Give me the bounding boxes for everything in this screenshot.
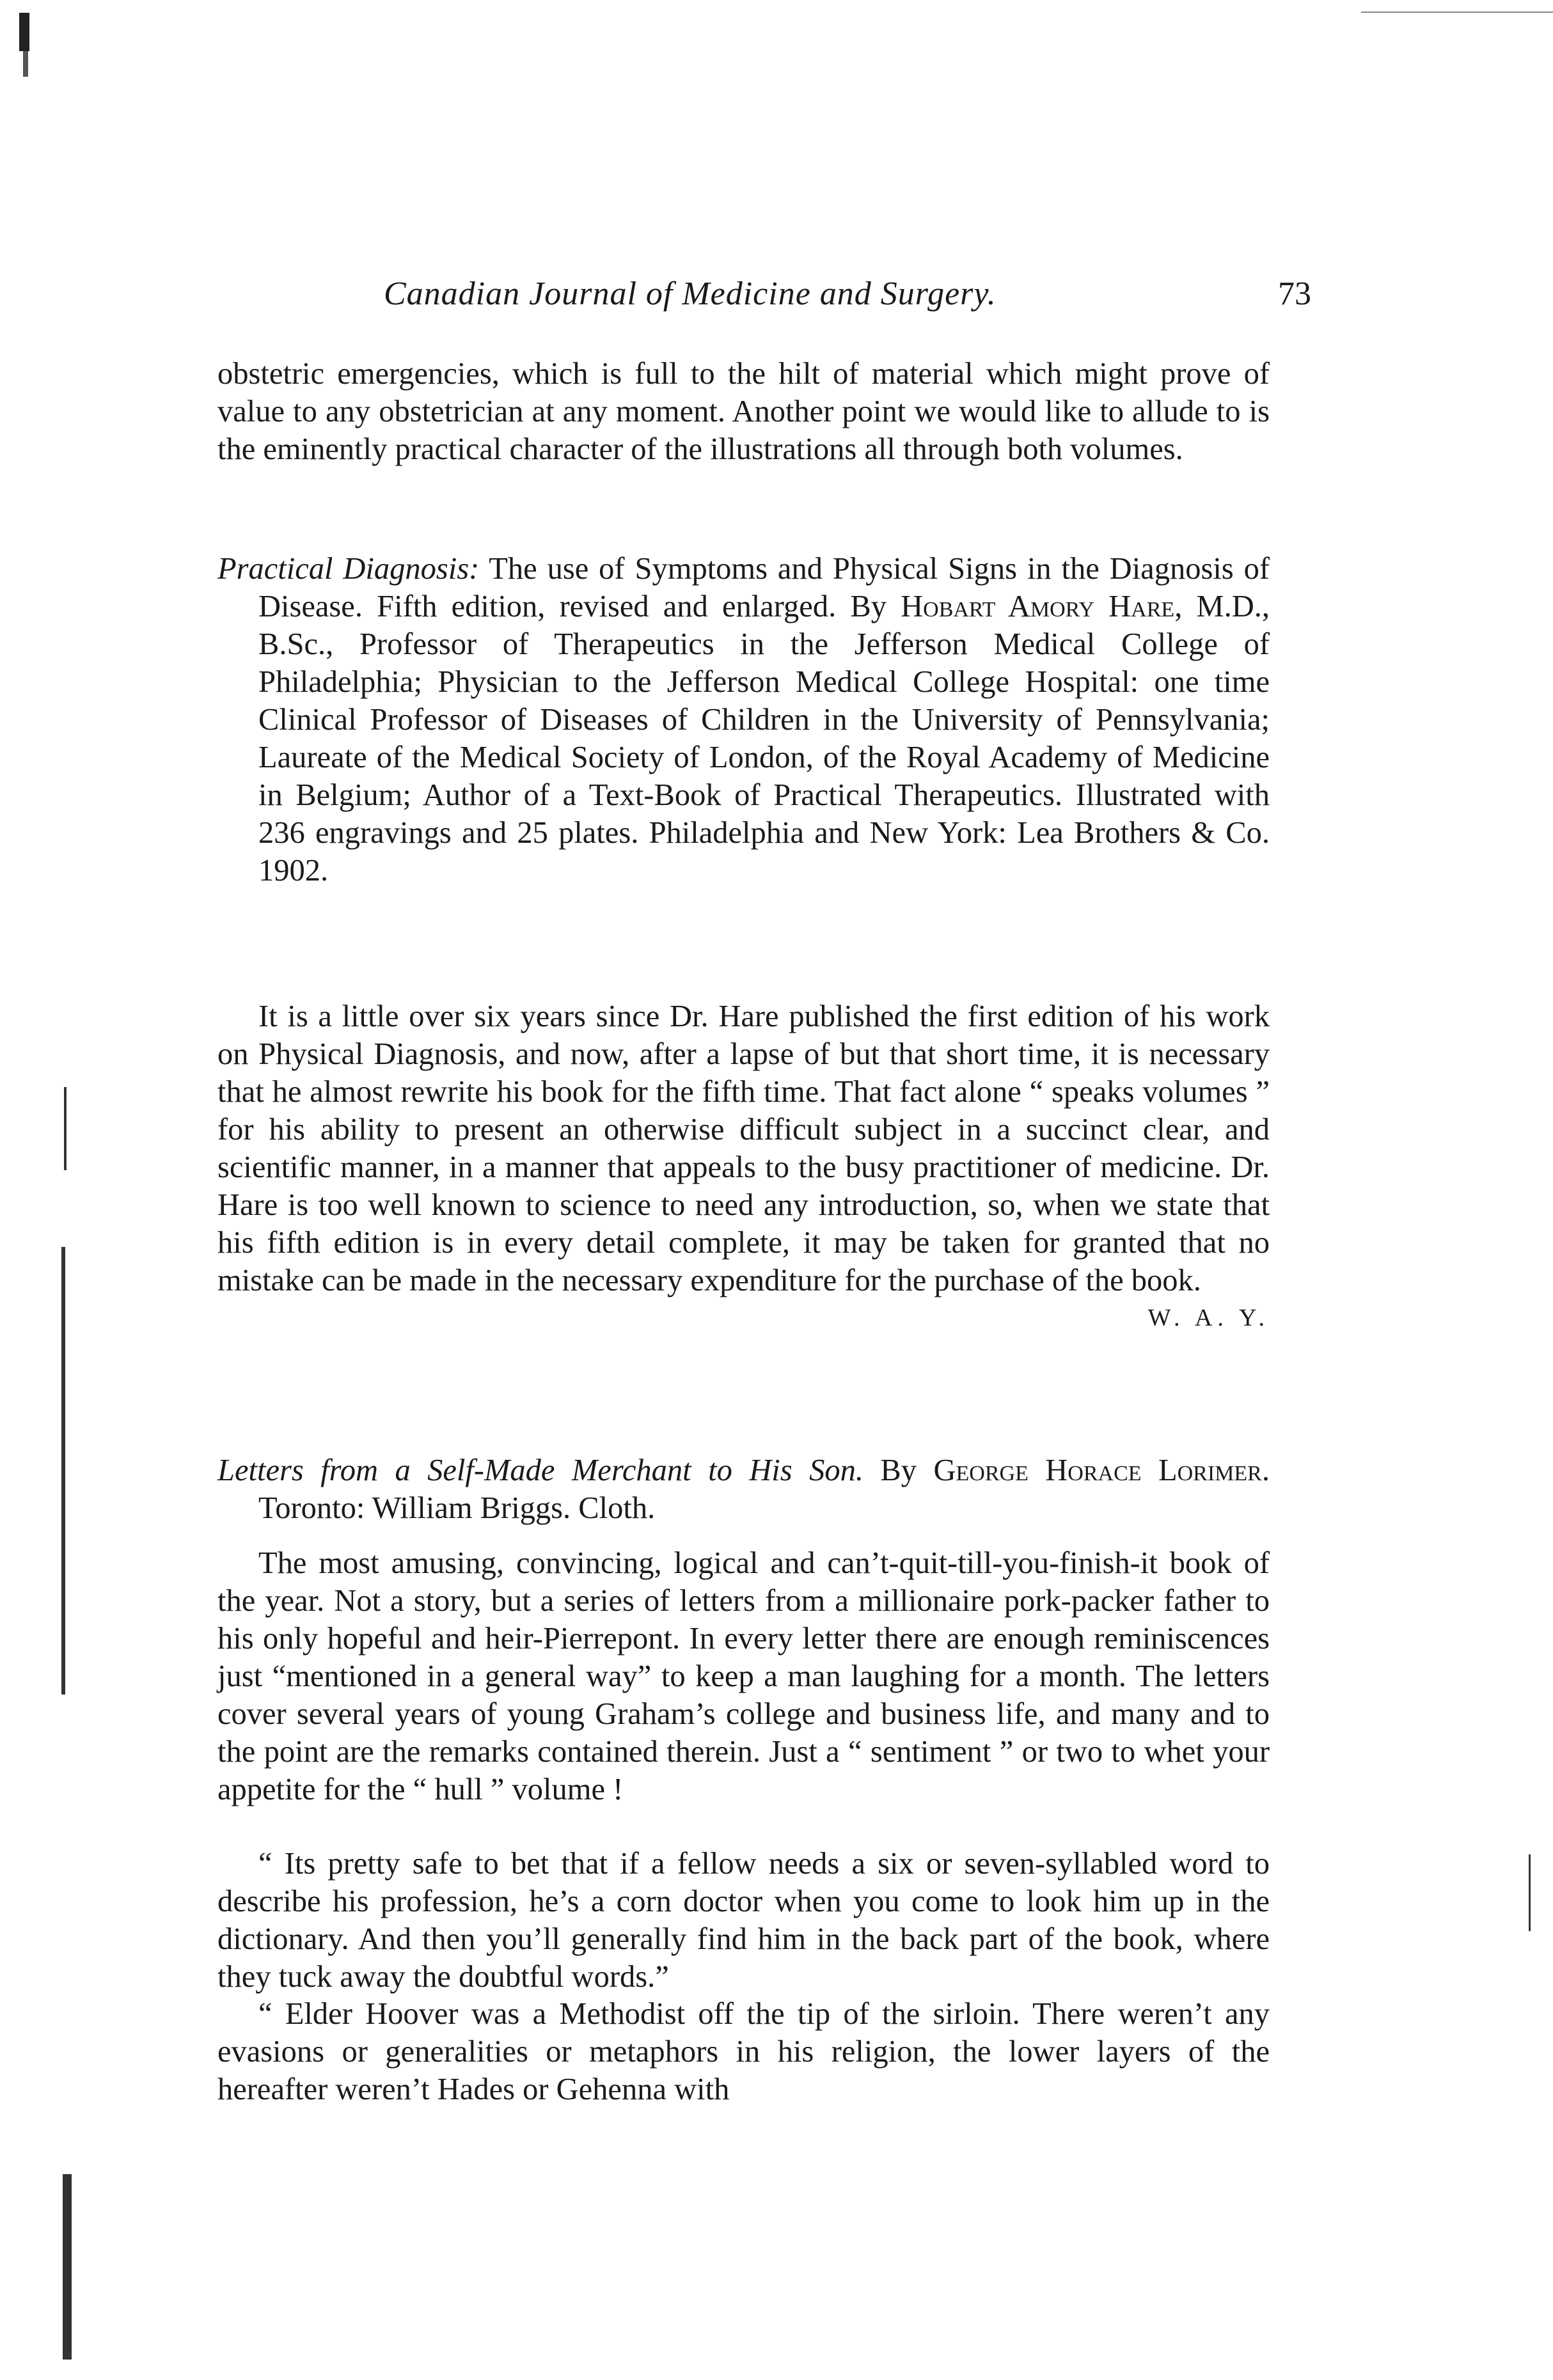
citation-text — [217, 1452, 1270, 1527]
scan-mark — [19, 13, 29, 51]
citation-text — [217, 550, 1270, 889]
author-name: Hobart Amory Hare — [901, 590, 1175, 623]
quotation-text: “ Elder Hoover was a Methodist off the tip of the sirloin. There weren’t any evasions or generalities or metaphors in his religion, the lower layers of the hereafter weren’t Hades or Gehenna with — [217, 1997, 1270, 2106]
quotation — [217, 1995, 1270, 2108]
citation-body: , M.D., B.Sc., Professor of Therapeutics in the Jefferson Medical College of Philadelphia; Physician to the Jefferson Medical College Hospital: one time Clinical Professor of Diseases of Children in the University of Pennsylvania; Laureate of the Medical Society of London, of the Royal Academy of Medicine in Belgium; Author of a Text-Book of Practical Therapeutics. Illustrated with 236 engravings and 25 plates. Philadelphia and New York: Lea Brothers & Co. 1902. — [258, 590, 1270, 888]
margin-speck — [1529, 1854, 1531, 1931]
margin-speck — [64, 1087, 67, 1170]
quotation-text: “ Its pretty safe to bet that if a fellow needs a six or seven-syllabled word to describe his profession, he’s a corn doctor when you come to look him up in the dictionary. And then you’ll generally find him in the back part of the book, where they tuck away the doubtful words.” — [217, 1847, 1270, 1994]
review-citation — [217, 550, 1270, 889]
paragraph-text: The most amusing, convincing, logical and can’t-quit-till-you-finish-it book of the year. Not a story, but a series of letters from a millionaire pork-packer father to his only hopeful and heir-Pierrepont. In every letter there are enough reminiscences just “mentioned in a general way” to keep a man laughing for a month. The letters cover several years of young Graham’s college and business life, and many and to the point are the remarks contained therein. Just a “ sentiment ” or two to whet your appetite for the “ hull ” volume ! — [217, 1546, 1270, 1806]
reviewer-initials: W. A. Y. — [1147, 1304, 1270, 1331]
margin-speck — [63, 2174, 72, 2360]
paragraph-text — [217, 998, 1270, 1331]
citation-body: By — [863, 1453, 934, 1487]
quotation — [217, 1845, 1270, 1996]
running-title: Canadian Journal of Medicine and Surgery. — [384, 276, 997, 312]
review-body — [217, 1544, 1270, 1808]
paragraph — [217, 355, 1270, 468]
citation-body: The use of Symptoms and Physical Signs in the Diagnosis of Disease. Fifth edition, revised and enlarged. By — [258, 552, 1270, 623]
book-title: Letters from a Self-Made Merchant to His Son. — [217, 1453, 863, 1487]
book-title: Practical Diagnosis: — [217, 552, 480, 586]
review-text: It is a little over six years since Dr. Hare published the first edition of his work on Physical Diagnosis, and now, after a lapse of but that short time, it is necessary that he almost rewrite his book for the fifth time. That fact alone “ speaks volumes ” for his ability to present an otherwise difficult subject in a succinct clear, and scientific manner, in a manner that appeals to the busy practitioner of medicine. Dr. Hare is too well known to science to need any introduction, so, when we state that his fifth edition is in every detail complete, it may be taken for granted that no mistake can be made in the necessary expenditure for the purchase of the book. — [217, 999, 1270, 1297]
page-number: 73 — [1278, 276, 1311, 312]
paragraph-text: obstetric emergencies, which is full to the hilt of material which might prove of value to any obstetrician at any moment. Another point we would like to allude to is the eminently practical character of the illustrations all through both volumes. — [217, 357, 1270, 466]
scan-rule — [1361, 12, 1553, 13]
page-header — [384, 275, 1311, 326]
review-body — [217, 998, 1270, 1337]
review-citation — [217, 1452, 1270, 1527]
margin-speck — [61, 1247, 65, 1695]
author-name: George Horace Lorimer — [933, 1453, 1262, 1487]
scan-mark — [23, 51, 28, 77]
citation-body: . Toronto: William Briggs. Cloth. — [258, 1453, 1270, 1525]
